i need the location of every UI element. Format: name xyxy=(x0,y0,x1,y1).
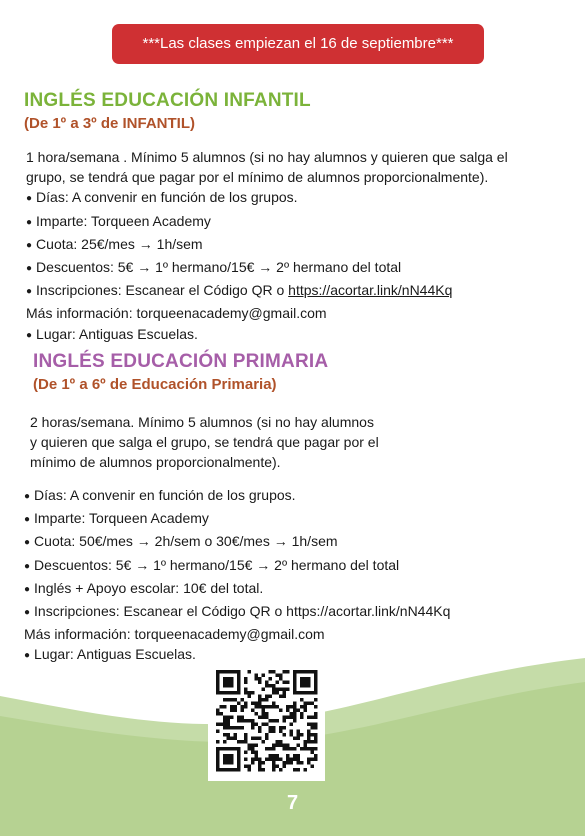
infantil-descuentos: ● Descuentos: 5€ → 1º hermano/15€ → 2º hermano del total xyxy=(26,257,508,280)
infantil-cuota: ● Cuota: 25€/mes → 1h/sem xyxy=(26,234,508,257)
primaria-title: INGLÉS EDUCACIÓN PRIMARIA xyxy=(33,351,329,372)
infantil-inscripciones: ● Inscripciones: Escanear el Código QR o https://acortar.link/nN44Kq xyxy=(26,280,508,303)
primaria-dias: ● Días: A convenir en función de los grupos. xyxy=(24,485,450,508)
primaria-apoyo: ● Inglés + Apoyo escolar: 10€ del total. xyxy=(24,578,450,601)
qr-code-icon xyxy=(214,665,319,777)
primaria-mas-info: Más información: torqueenacademy@gmail.com xyxy=(24,626,325,643)
page-number: 7 xyxy=(286,792,299,814)
primaria-descuentos: ● Descuentos: 5€ → 1º hermano/15€ → 2º hermano del total xyxy=(24,555,450,578)
primaria-subtitle: (De 1º a 6º de Educación Primaria) xyxy=(33,376,277,393)
primaria-inscripciones: ● Inscripciones: Escanear el Código QR o https://acortar.link/nN44Kq xyxy=(24,601,450,624)
primaria-imparte: ● Imparte: Torqueen Academy xyxy=(24,508,450,531)
infantil-intro-line2: grupo, se tendrá que pagar por el mínimo de alumnos proporcionalmente). xyxy=(26,169,489,186)
infantil-registration-link[interactable]: https://acortar.link/nN44Kq xyxy=(288,282,453,299)
infantil-details xyxy=(26,147,508,347)
registration-qr-code[interactable] xyxy=(208,661,325,781)
infantil-mas-info: Más información: torqueenacademy@gmail.com xyxy=(26,305,327,322)
primaria-intro-line1: 2 horas/semana. Mínimo 5 alumnos (si no hay alumnos xyxy=(30,414,374,430)
primaria-intro-line3: mínimo de alumnos proporcionalmente). xyxy=(30,454,281,471)
primaria-lugar: ● Lugar: Antiguas Escuelas. xyxy=(24,644,450,667)
infantil-intro-line1: 1 hora/semana . Mínimo 5 alumnos (si no hay alumnos y quieren que salga el xyxy=(26,149,508,165)
primaria-details xyxy=(24,485,450,668)
start-date-banner: ***Las clases empiezan el 16 de septiembre*** xyxy=(112,24,484,64)
primaria-intro-line2: y quieren que salga el grupo, se tendrá que pagar por el xyxy=(30,434,379,451)
infantil-dias: ● Días: A convenir en función de los grupos. xyxy=(26,187,508,210)
infantil-lugar: ● Lugar: Antiguas Escuelas. xyxy=(26,324,508,347)
infantil-title: INGLÉS EDUCACIÓN INFANTIL xyxy=(24,90,311,111)
primaria-intro xyxy=(30,412,379,473)
infantil-imparte: ● Imparte: Torqueen Academy xyxy=(26,211,508,234)
infantil-subtitle: (De 1º a 3º de INFANTIL) xyxy=(24,115,195,132)
primaria-cuota: ● Cuota: 50€/mes → 2h/sem o 30€/mes → 1h/sem xyxy=(24,531,450,554)
